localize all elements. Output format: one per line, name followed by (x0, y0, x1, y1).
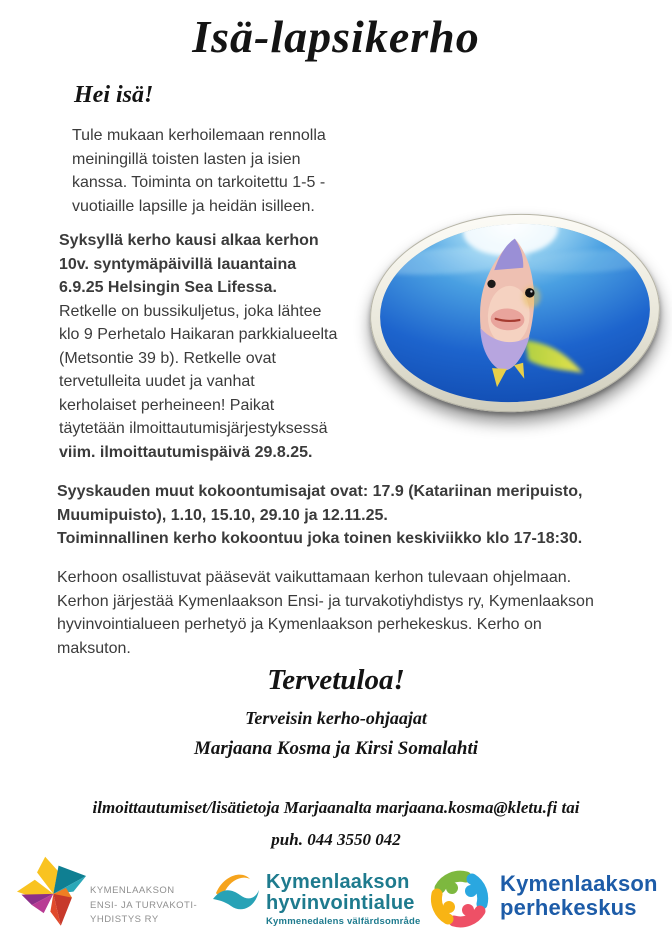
organizer-line: Kerhoon osallistuvat pääsevät vaikuttamaan kerhon tulevaan ohjelmaan. (57, 569, 572, 586)
perhekeskus-ring-logo-icon (424, 862, 496, 936)
signoff-names: Marjaana Kosma ja Kirsi Somalahti (193, 738, 479, 759)
ensi-turvakoti-logo-label (90, 884, 197, 928)
fish-photo-oval-frame (365, 207, 665, 420)
intro-paragraph (72, 124, 326, 218)
autumn-line: tervetulleita uudet ja vanhat (59, 373, 255, 390)
ensi-label-line: YHDISTYS RY (90, 914, 159, 925)
schedule-paragraph (57, 480, 582, 551)
autumn-line: Syksyllä kerho kausi alkaa kerhon (59, 232, 319, 249)
schedule-line: Muumipuisto), 1.10, 15.10, 29.10 ja 12.11.25. (57, 506, 388, 524)
fish-underwater-photo (376, 217, 655, 409)
hyvinvointialue-wave-logo-icon (208, 866, 264, 918)
organizer-paragraph (57, 566, 594, 660)
pinwheel-logo-icon (14, 845, 92, 939)
autumn-line: kerholaiset perheineen! Paikat (59, 396, 275, 414)
contact-email-line: ilmoittautumiset/lisätietoja Marjaanalta marjaana.kosma@kletu.fi tai (92, 798, 580, 817)
autumn-line: 10v. syntymäpäivillä lauantaina (59, 255, 297, 273)
perhekeskus-name-line: Kymenlaakson (500, 871, 658, 896)
hyvinvointialue-name-line: hyvinvointialue (266, 891, 415, 914)
autumn-line: (Metsontie 39 b). Retkelle ovat (59, 349, 276, 367)
welcome-text: Tervetuloa! (267, 664, 405, 696)
contact-phone-line: puh. 044 3550 042 (271, 830, 401, 849)
page-title: Isä-lapsikerho (192, 11, 480, 62)
intro-line: Tule mukaan kerhoilemaan rennolla (72, 127, 326, 144)
ensi-label-line: ENSI- JA TURVAKOTI- (90, 899, 198, 911)
autumn-season-paragraph (59, 229, 337, 464)
signoff-greeting: Terveisin kerho-ohjaajat (245, 708, 427, 728)
autumn-line: klo 9 Perhetalo Haikaran parkkialueelta (59, 326, 338, 343)
intro-line: kanssa. Toiminta on tarkoitettu 1-5 - (72, 174, 326, 191)
autumn-line: täytetään ilmoittautumisjärjestyksessä (59, 420, 328, 437)
intro-line: vuotiaille lapsille ja heidän isilleen. (72, 197, 315, 215)
organizer-line: hyvinvointialueen perhetyö ja Kymenlaakson perhekeskus. Kerho on (57, 616, 542, 633)
ensi-label-line: KYMENLAAKSON (90, 885, 175, 896)
schedule-line: Toiminnallinen kerho kokoontuu joka toinen keskiviikko klo 17-18:30. (57, 530, 583, 547)
hyvinvointialue-subtitle: Kymmenedalens välfärdsområde (266, 916, 421, 927)
fish-illustration (376, 217, 655, 409)
hyvinvointialue-logo-text (266, 872, 421, 927)
intro-line: meiningillä toisten lasten ja isien (72, 150, 301, 168)
perhekeskus-name-line: perhekeskus (500, 894, 637, 920)
greeting-text: Hei isä! (74, 82, 154, 108)
autumn-line: 6.9.25 Helsingin Sea Lifessa. (59, 279, 277, 296)
autumn-deadline-line: viim. ilmoittautumispäivä 29.8.25. (59, 443, 313, 461)
organizer-line: maksuton. (57, 639, 131, 657)
hyvinvointialue-name-line: Kymenlaakson (266, 871, 410, 893)
autumn-line: Retkelle on bussikuljetus, joka lähtee (59, 302, 322, 320)
organizer-line: Kerhon järjestää Kymenlaakson Ensi- ja turvakotiyhdistys ry, Kymenlaakson (57, 592, 594, 610)
schedule-line: Syyskauden muut kokoontumisajat ovat: 17.9 (Katariinan meripuisto, (57, 483, 583, 500)
perhekeskus-logo-text (500, 872, 658, 919)
